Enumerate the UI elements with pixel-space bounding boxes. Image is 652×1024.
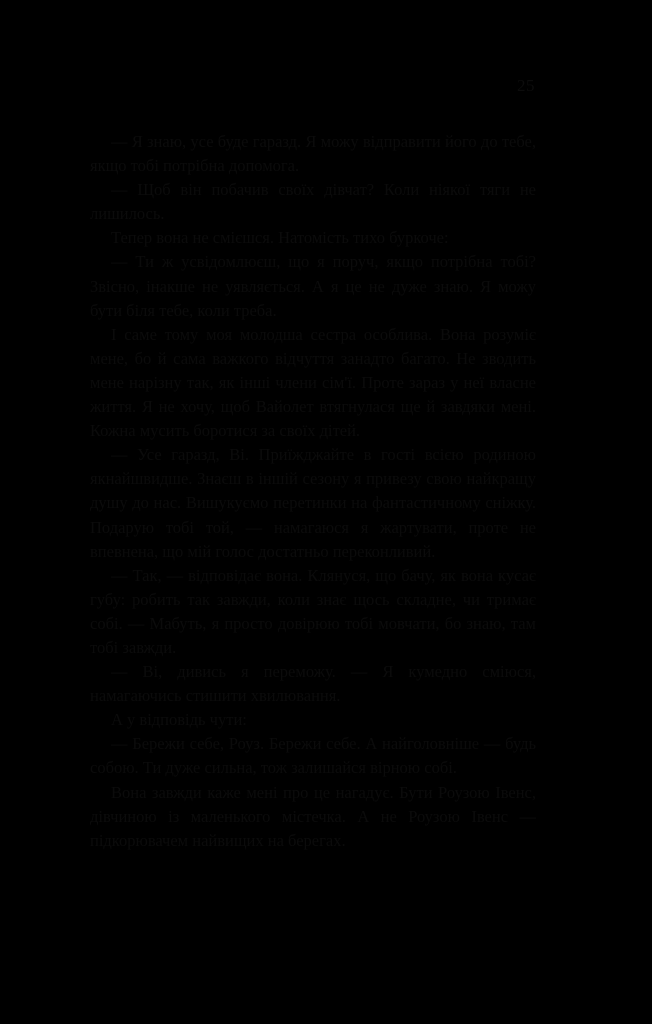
body-text (90, 130, 536, 853)
paragraph: І саме тому моя молодша сестра особлива. Вона розуміє мене, бо й сама важкого відчуття занадто багато. Не зводить мене нарізну так, як інші члени сім'ї. Проте зараз у неї власне життя. Я не хочу, щоб Вайолет втягнулася ще й завдяки мені. Кожна мусить боротися за своїх дітей. (90, 324, 536, 441)
page-number: 25 (517, 76, 535, 95)
paragraph: Тепер вона не смієшся. Натомість тихо буркоче: (111, 228, 449, 248)
paragraph: — Так, — відповідає вона. Клянуся, що бачу, як вона кусає губу: робить так завжди, коли знає щось складне, чи тримає собі. — Мабуть, я просто довірюю тобі мовчати, бо знаю, там тобі завжди. (90, 565, 536, 657)
paragraph: А у відповідь чути: (111, 710, 247, 730)
paragraph: Вона завжди каже мені про це нагадує. Бути Роузою Івенс, дівчиною із маленького містечка. А не Роузою Івенс — підкорювачем найвищих на берегах. (90, 782, 536, 850)
paragraph: — Ві, дивись я переможу. — Я кумедно сміюся, намагаючись стишити хвилювання. (90, 662, 536, 706)
paragraph: — Я знаю, усе буде гаразд. Я можу відправити його до тебе, якщо тобі потрібна допомога. (90, 132, 536, 176)
paragraph: — Усе гаразд, Ві. Приїжджайте в гості всією родиною якнайшвидше. Знаєш в іншій сезону я привезу свою найкращу душу до нас. Вишукуємо перетинки на фантастичному сніжку. Подарую тобі той, — намагаюся я жартувати, проте не впевнена, що мій голос достатньо переконливий. (90, 445, 536, 561)
paragraph: — Бережи себе, Роуз. Бережи себе. А найголовніше — будь собою. Ти дуже сильна, тож залишайся вірною собі. (90, 734, 536, 778)
paragraph: — Ти ж усвідомлюєш, що я поруч, якщо потрібна тобі? Звісно, інакше не уявляється. А я це не дуже знаю. Я можу бути біля тебе, коли треба. (90, 252, 536, 320)
paragraph: — Щоб він побачив своїх дівчат? Коли ніякої тяги не лишилось. (90, 180, 536, 224)
